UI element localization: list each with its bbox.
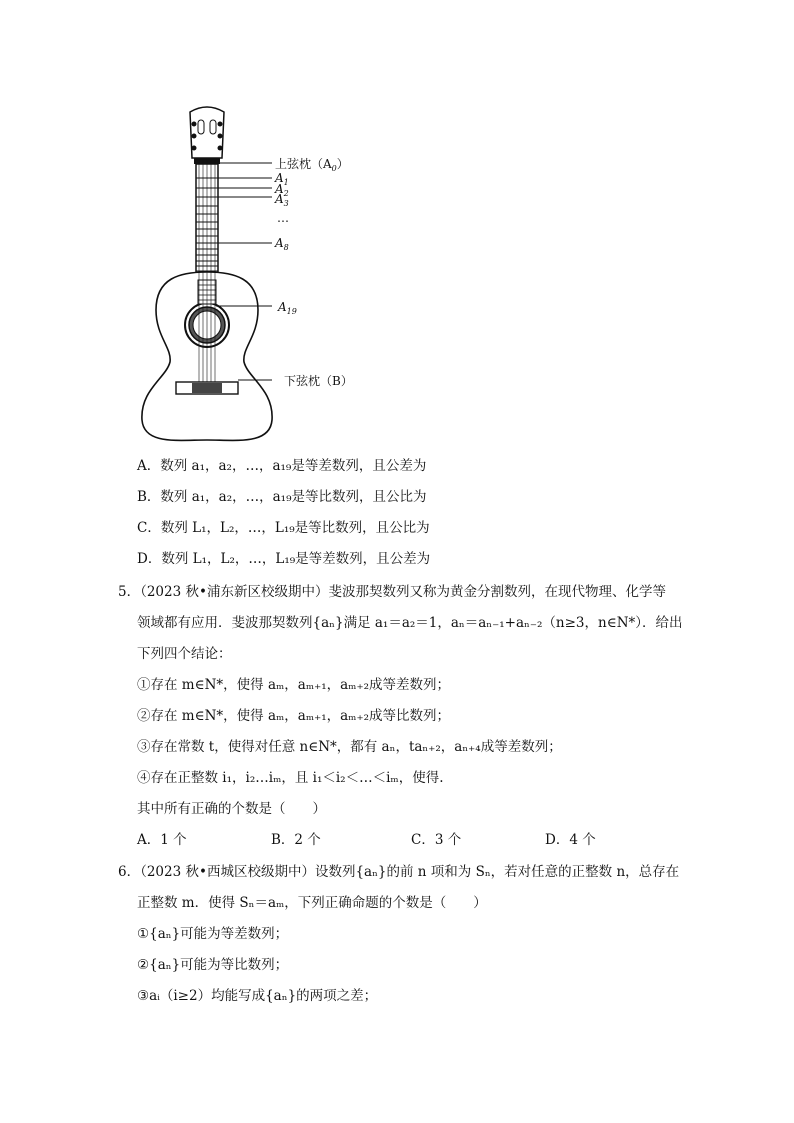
q5-statement-1: ①存在 m∈N*，使得 aₘ，aₘ₊₁，aₘ₊₂成等差数列； [137,677,450,693]
q6-statement-1: ①{aₙ}可能为等差数列； [137,926,289,942]
q5-option-d: D．4 个 [545,832,596,848]
q5-statement-3: ③存在常数 t，使得对任意 n∈N*，都有 aₙ，taₙ₊₂，aₙ₊₄成等差数列； [137,739,562,755]
q5-line-3: 下列四个结论： [137,646,232,662]
label-a1: $A_1$ [275,171,289,187]
q5-line-1: 5．（2023 秋•浦东新区校级期中）斐波那契数列又称为黄金分割数列，在现代物理、化学等 [118,584,666,600]
q6-statement-2: ②{aₙ}可能为等比数列； [137,957,289,973]
q6-statement-3: ③aᵢ（i≥2）均能写成{aₙ}的两项之差； [137,988,378,1004]
label-a8: $A_8$ [275,236,289,252]
guitar-diagram [130,100,390,445]
q5-option-a: A．1 个 [137,832,187,848]
q5-option-c: C．3 个 [411,832,462,848]
q4-option-c: C．数列 L₁，L₂，…，L₁₉是等比数列，且公比为 [137,520,430,536]
q6-line-2: 正整数 m．使得 Sₙ＝aₘ，下列正确命题的个数是（ ） [137,895,487,911]
label-a0: 上弦枕$(A_0)$ [275,157,349,173]
label-b: 下弦枕（B） [284,374,353,388]
q6-line-1: 6．（2023 秋•西城区校级期中）设数列{aₙ}的前 n 项和为 Sₙ，若对任意的正整数 n，总存在 [118,864,680,880]
q4-option-b: B．数列 a₁，a₂，…，a₁₉是等比数列，且公比为 [137,489,427,505]
q5-options [137,830,596,850]
label-a19: $A_{19}$ [278,300,297,316]
q5-option-b: B．2 个 [271,832,321,848]
q4-option-a: A．数列 a₁，a₂，…，a₁₉是等差数列，且公差为 [137,458,427,474]
q5-statement-4: ④存在正整数 i₁，i₂…iₘ，且 i₁＜i₂＜…＜iₘ，使得. [137,770,444,786]
guitar-figure [130,100,390,445]
label-dots: … [277,211,289,225]
q5-line-2: 领域都有应用．斐波那契数列{aₙ}满足 a₁＝a₂＝1，aₙ＝aₙ₋₁+aₙ₋₂（n≥3，n∈N*）．给出 [137,615,683,631]
label-a2: $A_2$ [275,182,289,198]
q5-statement-2: ②存在 m∈N*，使得 aₘ，aₘ₊₁，aₘ₊₂成等比数列； [137,708,450,724]
label-a3: $A_3$ [275,192,289,208]
q4-option-d: D．数列 L₁，L₂，…，L₁₉是等差数列，且公差为 [137,551,431,567]
q5-ask: 其中所有正确的个数是（ ） [137,801,326,817]
